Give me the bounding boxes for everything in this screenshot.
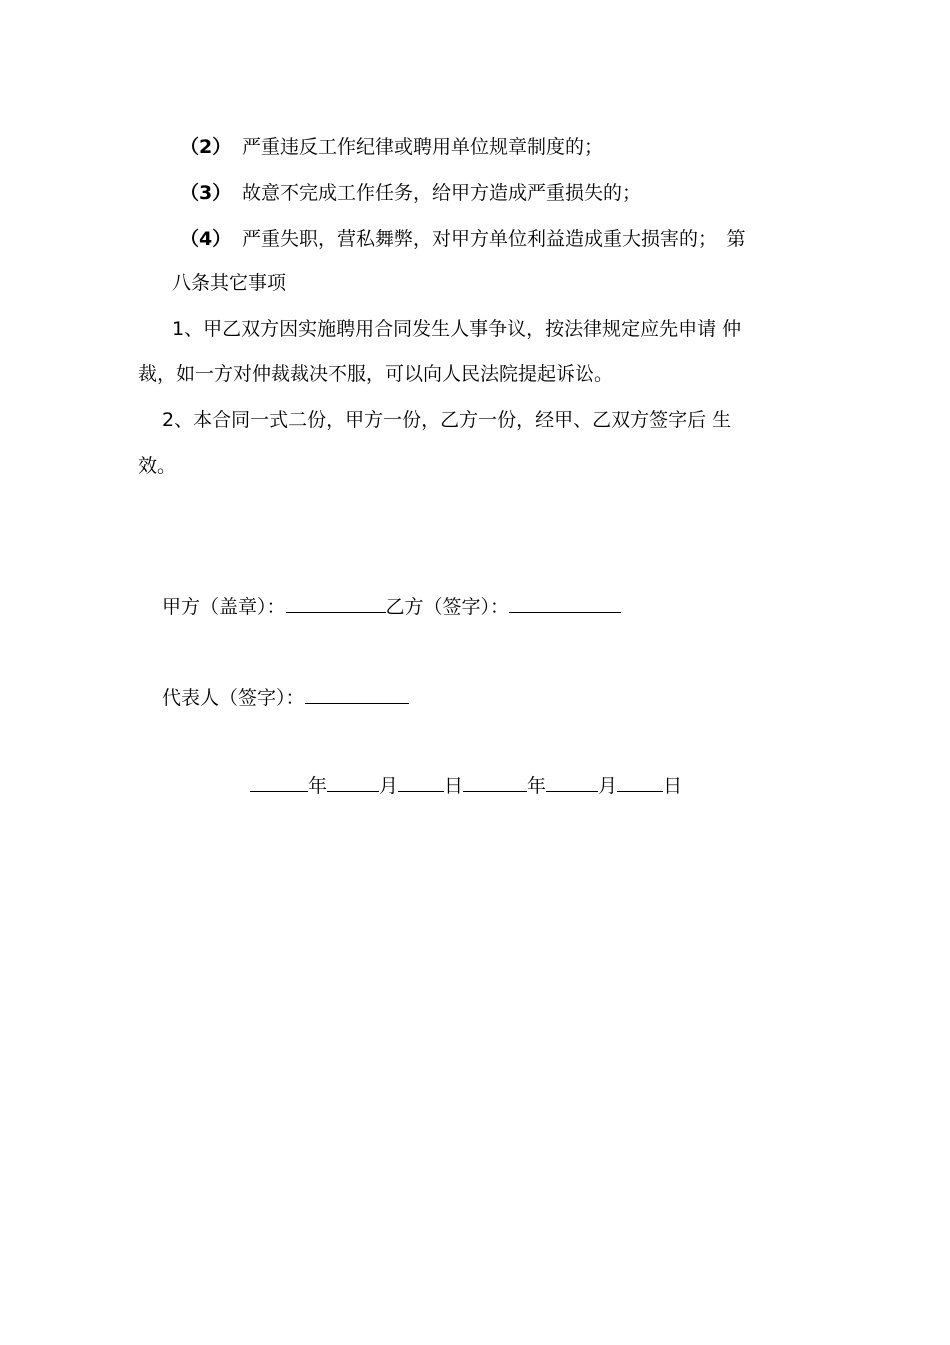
- representative-signature-line: [162, 685, 409, 710]
- year-blank-a[interactable]: [250, 773, 308, 792]
- party-b-blank[interactable]: [509, 594, 621, 613]
- list-item-2: [180, 135, 603, 159]
- party-a-label: 甲方（盖章）：: [162, 596, 286, 618]
- clause-2-line-1: 2、本合同一式二份，甲方一份，乙方一份，经甲、乙双方签字后 生: [162, 409, 732, 431]
- month-label-a: 月: [379, 775, 399, 797]
- month-label-b: 月: [598, 775, 618, 797]
- item-text: 严重违反工作纪律或聘用单位规章制度的；: [242, 136, 604, 158]
- date-line: [250, 773, 682, 798]
- item-number: （3）: [180, 182, 232, 204]
- representative-blank[interactable]: [305, 685, 409, 704]
- list-item-4: [180, 227, 746, 251]
- party-a-blank[interactable]: [286, 594, 386, 613]
- year-label-a: 年: [308, 775, 328, 797]
- item-text: 严重失职，营私舞弊，对甲方单位利益造成重大损害的； 第: [242, 228, 746, 250]
- list-item-3: [180, 181, 641, 205]
- party-signature-line: [162, 594, 621, 619]
- month-blank-a[interactable]: [327, 773, 379, 792]
- day-blank-b[interactable]: [617, 773, 663, 792]
- clause-2-line-2: 效。: [138, 455, 177, 477]
- clause-1-line-1: 1、甲乙双方因实施聘用合同发生人事争议，按法律规定应先申请 仲: [172, 318, 742, 340]
- year-blank-b[interactable]: [463, 773, 527, 792]
- representative-label: 代表人（签字）：: [162, 687, 305, 709]
- month-blank-b[interactable]: [546, 773, 598, 792]
- party-b-label: 乙方（签字）：: [385, 596, 510, 618]
- item-text: 故意不完成工作任务，给甲方造成严重损失的；: [242, 182, 642, 204]
- day-label-b: 日: [663, 775, 683, 797]
- item-number: （4）: [180, 228, 232, 250]
- article-8-title: 八条其它事项: [172, 272, 287, 294]
- day-label-a: 日: [444, 775, 464, 797]
- clause-1-line-2: 裁，如一方对仲裁裁决不服，可以向人民法院提起诉讼。: [138, 363, 614, 385]
- item-number: （2）: [180, 136, 232, 158]
- year-label-b: 年: [527, 775, 547, 797]
- day-blank-a[interactable]: [398, 773, 444, 792]
